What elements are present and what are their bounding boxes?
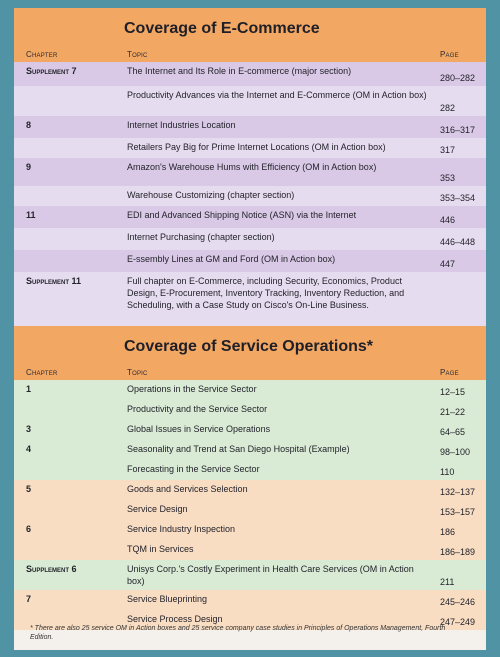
table-row — [14, 186, 486, 206]
page-cell: 110 — [440, 467, 455, 477]
topic-cell: EDI and Advanced Shipping Notice (ASN) via the Internet — [127, 210, 357, 220]
service-table — [14, 326, 486, 630]
table-row — [14, 116, 486, 138]
chapter-cell: 6 — [26, 524, 32, 534]
page-cell: 446–448 — [440, 237, 476, 247]
topic-cell: Service Design — [127, 504, 188, 514]
chapter-cell: 1 — [26, 384, 32, 394]
topic-cell: Internet Purchasing (chapter section) — [127, 232, 275, 242]
topic-cell: Goods and Services Selection — [127, 484, 248, 494]
col-page: Page — [440, 50, 459, 59]
page-cell: 153–157 — [440, 507, 476, 517]
page-cell: 353 — [440, 173, 456, 183]
table-row — [14, 86, 486, 116]
service-title: Coverage of Service Operations* — [124, 338, 373, 355]
page-cell: 12–15 — [440, 387, 466, 397]
topic-cell: Full chapter on E-Commerce, including Security, Economics, Product Design, E-Procurement, Inventory Tracking, Inventory Reduction, and Scheduling, with a Case Study on Cisco's On-Line Business. — [127, 276, 405, 310]
table-row — [14, 520, 486, 540]
page-cell: 316–317 — [440, 125, 476, 135]
col-chapter: Chapter — [26, 50, 58, 59]
page-cell: 247–249 — [440, 617, 476, 627]
topic-cell: Service Industry Inspection — [127, 524, 236, 534]
chapter-cell: Supplement 6 — [26, 564, 77, 574]
page-cell: 98–100 — [440, 447, 471, 457]
chapter-cell: Supplement 7 — [26, 66, 77, 76]
topic-cell: Productivity Advances via the Internet and E-Commerce (OM in Action box) — [127, 90, 427, 100]
page-cell: 245–246 — [440, 597, 476, 607]
service-header — [14, 326, 486, 380]
page-cell: 317 — [440, 145, 456, 155]
col-chapter: Chapter — [26, 368, 58, 377]
chapter-cell: 11 — [26, 210, 36, 220]
table-row — [14, 250, 486, 272]
page-cell: 446 — [440, 215, 456, 225]
table-row — [14, 540, 486, 560]
col-topic: Topic — [127, 368, 148, 377]
chapter-cell: Supplement 11 — [26, 276, 82, 286]
footnote: * There are also 25 service OM in Action boxes and 25 service company case studies in Principles of Operations Management, Fourth Edition. — [30, 625, 446, 641]
page-cell: 186 — [440, 527, 456, 537]
chapter-cell: 3 — [26, 424, 32, 434]
page-cell: 447 — [440, 259, 456, 269]
topic-cell: Productivity and the Service Sector — [127, 404, 268, 414]
page-cell: 21–22 — [440, 407, 466, 417]
table-row — [14, 138, 486, 158]
chapter-cell: 5 — [26, 484, 32, 494]
topic-cell: Unisys Corp.'s Costly Experiment in Health Care Services (OM in Action box) — [127, 564, 414, 586]
ecommerce-header — [14, 8, 486, 62]
topic-cell: E-ssembly Lines at GM and Ford (OM in Action box) — [127, 254, 336, 264]
topic-cell: Amazon's Warehouse Hums with Efficiency (OM in Action box) — [127, 162, 377, 172]
table-row — [14, 440, 486, 460]
page-cell: 64–65 — [440, 427, 466, 437]
textbook-page — [14, 8, 486, 650]
page-cell: 211 — [440, 577, 455, 587]
topic-cell: Service Blueprinting — [127, 594, 208, 604]
table-row — [14, 158, 486, 186]
col-topic: Topic — [127, 50, 148, 59]
topic-cell: Internet Industries Location — [127, 120, 236, 130]
chapter-cell: 9 — [26, 162, 32, 172]
chapter-cell: 4 — [26, 444, 32, 454]
table-row — [14, 62, 486, 86]
table-row — [14, 380, 486, 400]
topic-cell: Seasonality and Trend at San Diego Hospital (Example) — [127, 444, 350, 454]
col-page: Page — [440, 368, 459, 377]
table-row — [14, 206, 486, 228]
table-row — [14, 500, 486, 520]
ecommerce-table — [14, 8, 486, 346]
topic-cell: Operations in the Service Sector — [127, 384, 257, 394]
topic-cell: Retailers Pay Big for Prime Internet Locations (OM in Action box) — [127, 142, 386, 152]
page-cell: 280–282 — [440, 73, 476, 83]
ecommerce-title: Coverage of E-Commerce — [124, 20, 320, 37]
page-cell: 353–354 — [440, 193, 476, 203]
table-row — [14, 228, 486, 250]
topic-cell: Forecasting in the Service Sector — [127, 464, 260, 474]
table-row — [14, 560, 486, 590]
topic-cell: Service Process Design — [127, 614, 223, 624]
topic-cell: TQM in Services — [127, 544, 194, 554]
table-row — [14, 460, 486, 480]
topic-cell: The Internet and Its Role in E-commerce (major section) — [127, 66, 352, 76]
topic-cell: Global Issues in Service Operations — [127, 424, 271, 434]
chapter-cell: 8 — [26, 120, 32, 130]
table-row — [14, 420, 486, 440]
table-row — [14, 590, 486, 610]
table-row — [14, 480, 486, 500]
table-row — [14, 400, 486, 420]
page-cell: 282 — [440, 103, 456, 113]
chapter-cell: 7 — [26, 594, 32, 604]
page-cell: 186–189 — [440, 547, 476, 557]
topic-cell: Warehouse Customizing (chapter section) — [127, 190, 295, 200]
page-cell: 132–137 — [440, 487, 476, 497]
